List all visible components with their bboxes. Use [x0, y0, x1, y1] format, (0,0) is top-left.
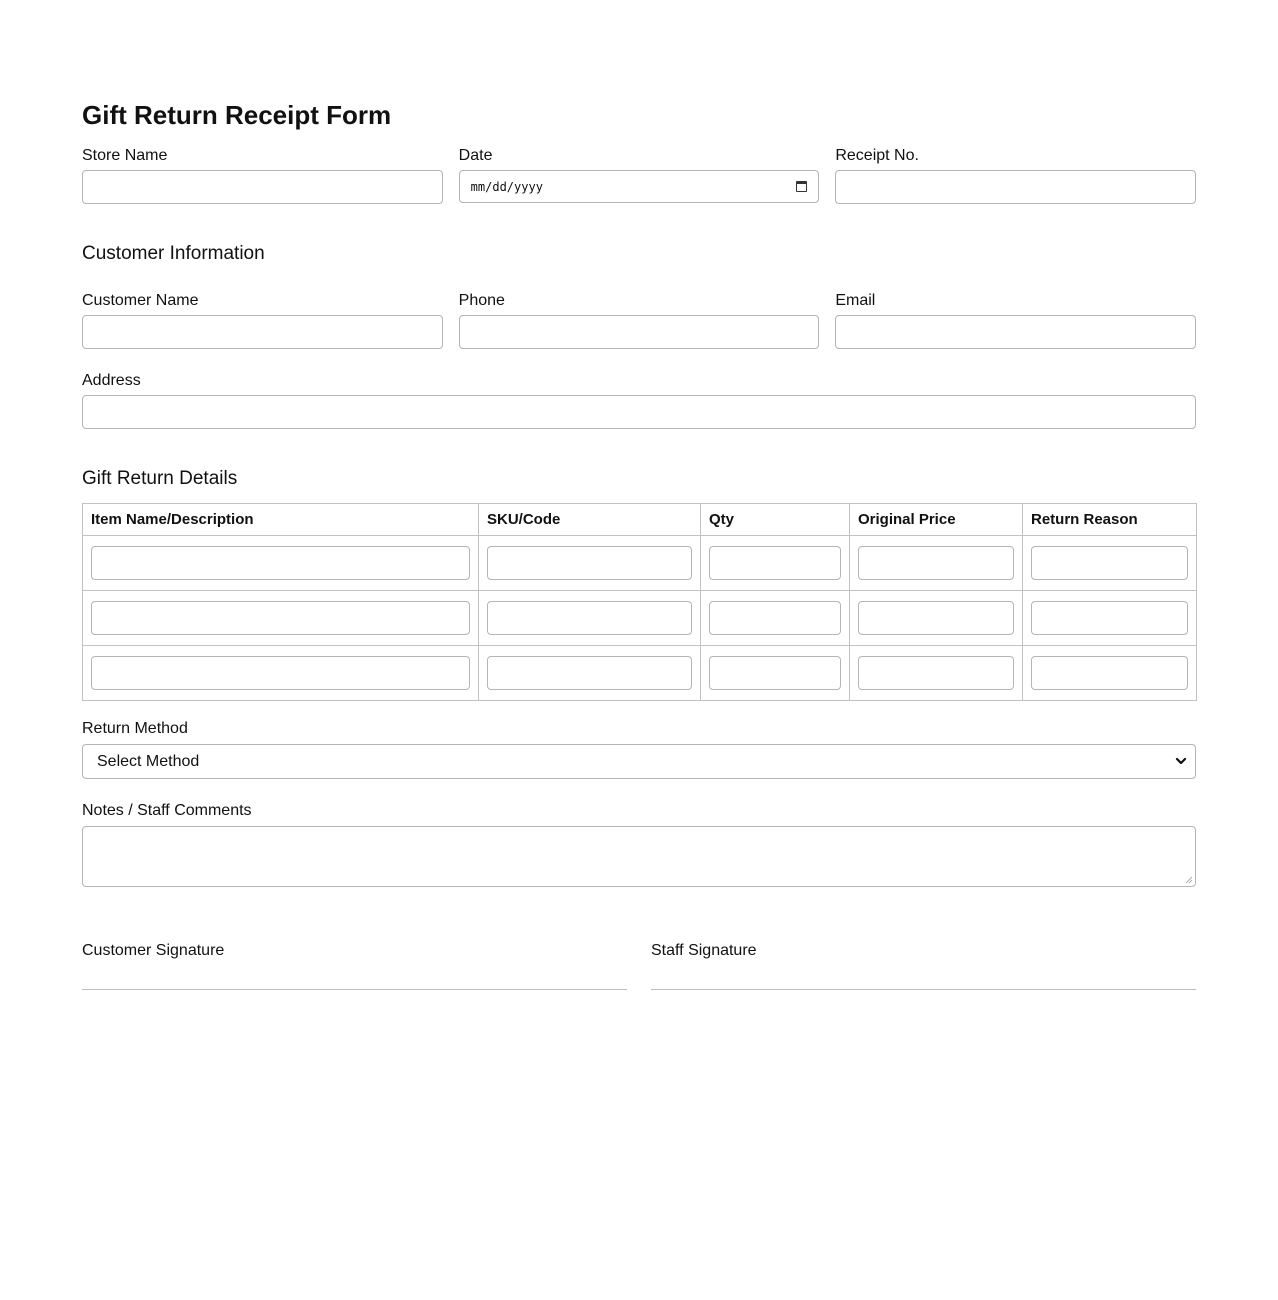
- table-cell: [701, 591, 850, 646]
- table-header-row: [83, 504, 1197, 536]
- table-row: [83, 646, 1197, 701]
- return-reason-input-row-2[interactable]: [1031, 601, 1188, 635]
- table-cell: [1023, 536, 1197, 591]
- column-header-return-reason: Return Reason: [1023, 504, 1197, 536]
- date-input[interactable]: [459, 170, 820, 203]
- customer-name-label: Customer Name: [82, 292, 199, 309]
- calendar-icon[interactable]: [796, 181, 807, 192]
- staff-signature-label: Staff Signature: [651, 942, 757, 959]
- table-cell: [1023, 591, 1197, 646]
- table-cell: [479, 591, 701, 646]
- staff-signature-block: [651, 942, 1196, 990]
- phone-input[interactable]: [459, 315, 820, 349]
- qty-input-row-3[interactable]: [709, 656, 841, 690]
- original-price-input-row-3[interactable]: [858, 656, 1014, 690]
- return-items-table: [82, 503, 1197, 701]
- store-name-field-group: [82, 147, 443, 204]
- email-input[interactable]: [835, 315, 1196, 349]
- receipt-no-input[interactable]: [835, 170, 1196, 204]
- table-cell: [83, 646, 479, 701]
- customer-signature-label: Customer Signature: [82, 942, 225, 959]
- customer-name-field-group: [82, 292, 443, 349]
- resize-handle-icon[interactable]: [1185, 876, 1193, 884]
- item-name-input-row-2[interactable]: [91, 601, 470, 635]
- return-reason-input-row-3[interactable]: [1031, 656, 1188, 690]
- customer-signature-block: [82, 942, 627, 990]
- notes-textarea[interactable]: [82, 826, 1196, 887]
- receipt-no-label: Receipt No.: [835, 147, 919, 164]
- store-name-input[interactable]: [82, 170, 443, 204]
- sku-input-row-2[interactable]: [487, 601, 692, 635]
- table-row: [83, 591, 1197, 646]
- table-row: [83, 536, 1197, 591]
- header-fields-row: [82, 147, 1196, 204]
- chevron-down-icon: [1175, 755, 1187, 767]
- phone-field-group: [459, 292, 820, 349]
- table-cell: [850, 536, 1023, 591]
- customer-signature-line[interactable]: [82, 980, 627, 990]
- table-cell: [83, 536, 479, 591]
- customer-information-heading: Customer Information: [82, 243, 265, 264]
- return-method-field-group: [82, 720, 1196, 779]
- column-header-sku: SKU/Code: [479, 504, 701, 536]
- table-cell: [701, 536, 850, 591]
- receipt-no-field-group: [835, 147, 1196, 204]
- email-label: Email: [835, 292, 876, 309]
- sku-input-row-1[interactable]: [487, 546, 692, 580]
- item-name-input-row-1[interactable]: [91, 546, 470, 580]
- table-cell: [479, 646, 701, 701]
- signatures-row: [82, 942, 1196, 990]
- staff-signature-line[interactable]: [651, 980, 1196, 990]
- customer-fields-row: [82, 292, 1196, 349]
- date-label: Date: [458, 147, 493, 164]
- return-method-select[interactable]: [82, 744, 1196, 779]
- store-name-label: Store Name: [82, 147, 168, 164]
- return-reason-input-row-1[interactable]: [1031, 546, 1188, 580]
- return-method-selected-value: Select Method: [97, 752, 200, 770]
- table-cell: [850, 591, 1023, 646]
- sku-input-row-3[interactable]: [487, 656, 692, 690]
- notes-field-group: [82, 802, 1196, 887]
- customer-name-input[interactable]: [82, 315, 443, 349]
- column-header-original-price: Original Price: [850, 504, 1023, 536]
- email-field-group: [835, 292, 1196, 349]
- gift-return-form: [82, 98, 1196, 990]
- address-field-group: [82, 372, 1196, 429]
- address-label: Address: [82, 372, 141, 389]
- return-method-label: Return Method: [82, 720, 188, 737]
- item-name-input-row-3[interactable]: [91, 656, 470, 690]
- qty-input-row-1[interactable]: [709, 546, 841, 580]
- table-cell: [1023, 646, 1197, 701]
- page-title: Gift Return Receipt Form: [82, 100, 392, 130]
- table-cell: [701, 646, 850, 701]
- notes-label: Notes / Staff Comments: [82, 802, 252, 819]
- original-price-input-row-2[interactable]: [858, 601, 1014, 635]
- table-cell: [479, 536, 701, 591]
- gift-return-details-heading: Gift Return Details: [82, 468, 238, 489]
- phone-label: Phone: [458, 292, 505, 309]
- date-field-group: [459, 147, 820, 204]
- date-placeholder: mm/dd/yyyy: [470, 179, 543, 194]
- table-cell: [850, 646, 1023, 701]
- qty-input-row-2[interactable]: [709, 601, 841, 635]
- column-header-qty: Qty: [701, 504, 850, 536]
- original-price-input-row-1[interactable]: [858, 546, 1014, 580]
- column-header-item-name: Item Name/Description: [83, 504, 479, 536]
- table-cell: [83, 591, 479, 646]
- address-input[interactable]: [82, 395, 1196, 429]
